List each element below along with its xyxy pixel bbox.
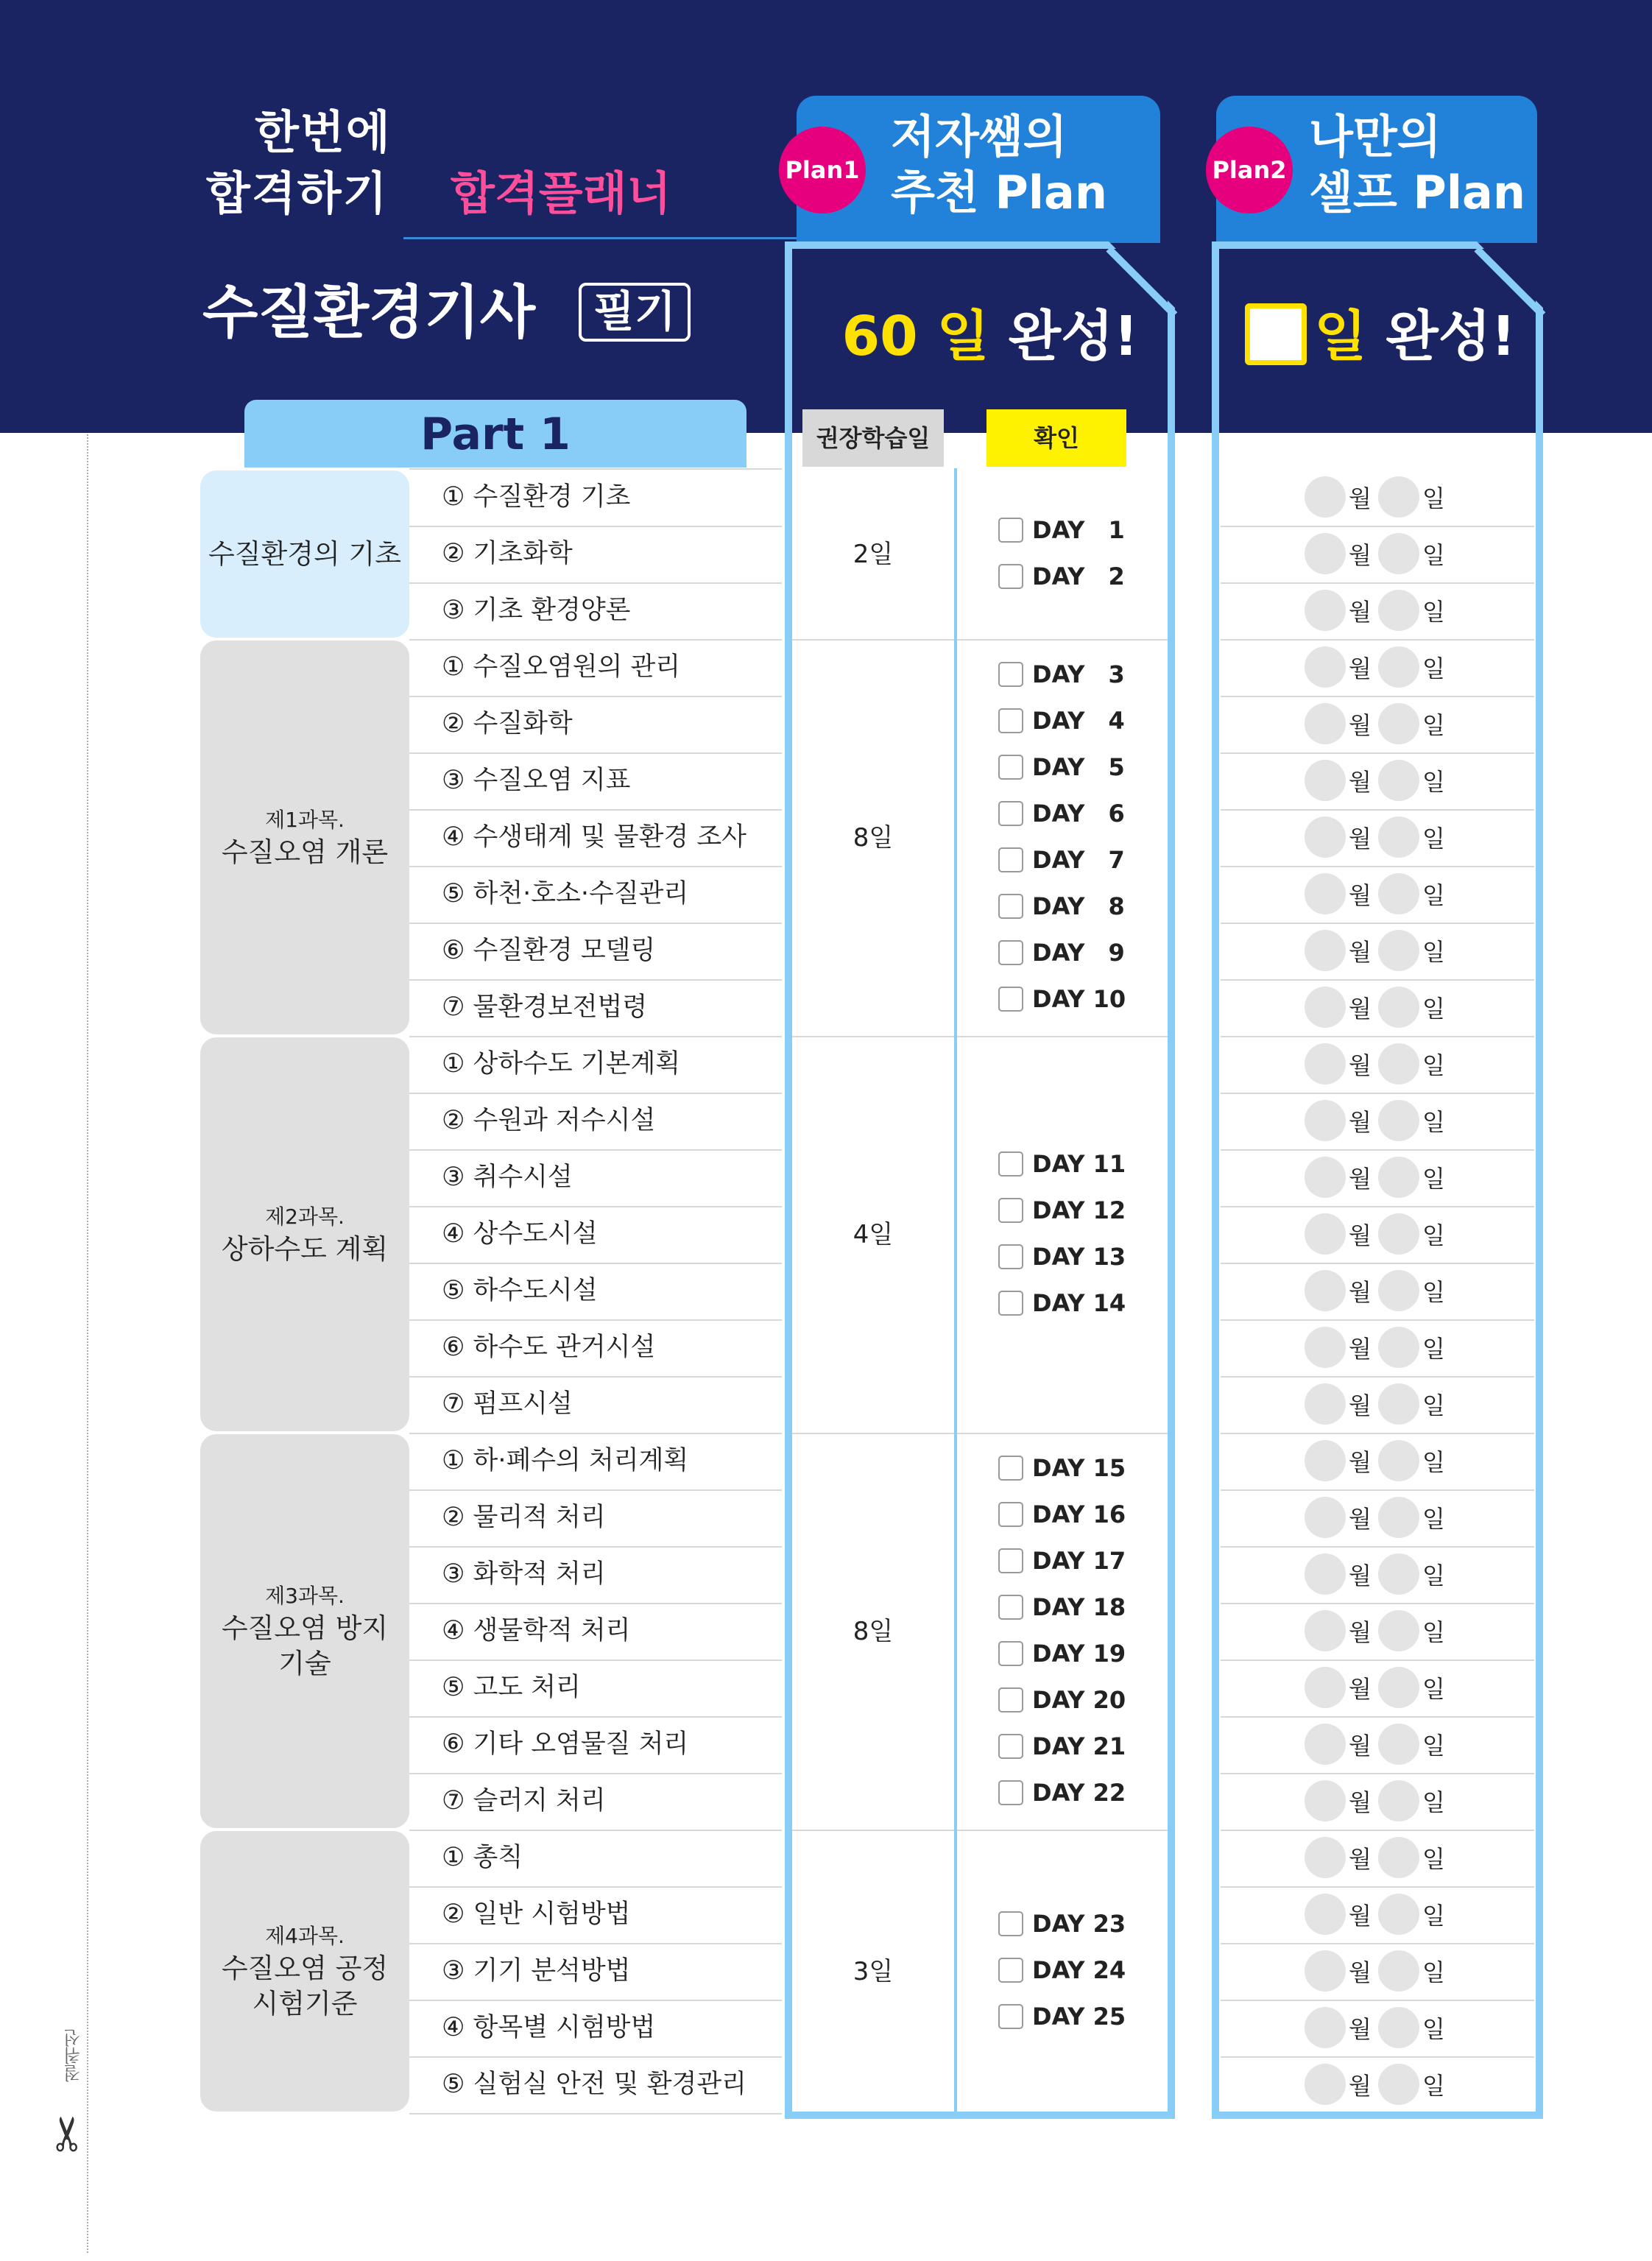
topic-item: ① 수질오염원의 관리: [442, 652, 681, 682]
day-label: DAY 1: [1032, 515, 1125, 544]
day-label: 일: [1422, 1221, 1445, 1249]
subject-name: 수질오염 개론: [221, 836, 389, 868]
title-tag: 필기: [579, 283, 691, 342]
month-label: 월: [1349, 1335, 1372, 1363]
month-label: 월: [1349, 1221, 1372, 1249]
plan1-frame: [785, 241, 1175, 2119]
page-title: 수질환경기사: [202, 280, 536, 346]
recommended-days: 2일: [853, 539, 894, 569]
month-label: 월: [1349, 995, 1372, 1023]
plan2-badge: Plan2: [1206, 127, 1293, 214]
month-label: 월: [1349, 1391, 1372, 1419]
day-label: 일: [1422, 1391, 1445, 1419]
topic-item: ③ 취수시설: [442, 1163, 573, 1192]
day-label: 일: [1422, 598, 1445, 626]
topic-item: ⑥ 수질환경 모델링: [442, 936, 656, 965]
month-label: 월: [1349, 1675, 1372, 1703]
day-label: DAY 22: [1032, 1778, 1126, 1807]
month-label: 월: [1349, 541, 1372, 569]
day-label: 일: [1422, 2072, 1445, 2100]
day-label: 일: [1422, 938, 1445, 966]
plan2-goal-number: 일: [1314, 305, 1367, 368]
plan2-frame: [1212, 241, 1543, 2119]
topic-item: ③ 화학적 처리: [442, 1559, 606, 1589]
month-label: 월: [1349, 881, 1372, 909]
subject-number: 제4과목.: [265, 1923, 345, 1948]
table-top-line: [409, 468, 782, 470]
subject-name: 수질환경의 기초: [208, 537, 401, 570]
scissors-icon: ✂: [41, 2114, 96, 2154]
day-label: DAY 24: [1032, 1956, 1126, 1984]
day-label: 일: [1422, 1108, 1445, 1136]
day-label: DAY 8: [1032, 892, 1125, 920]
month-label: 월: [1349, 2015, 1372, 2043]
month-label: 월: [1349, 1845, 1372, 1873]
subject-name: 수질오염 공정시험기준: [221, 1952, 389, 2020]
subject-cell: [200, 1831, 409, 2112]
recommended-days: 4일: [853, 1219, 894, 1249]
topic-item: ⑦ 슬러지 처리: [442, 1786, 606, 1816]
month-label: 월: [1349, 484, 1372, 512]
topic-item: ③ 기초 환경양론: [442, 596, 631, 625]
day-label: 일: [1422, 1845, 1445, 1873]
day-label: 일: [1422, 1562, 1445, 1590]
day-label: DAY 3: [1032, 660, 1125, 688]
day-label: 일: [1422, 2015, 1445, 2043]
month-label: 월: [1349, 1505, 1372, 1533]
day-label: 일: [1422, 1278, 1445, 1306]
day-label: DAY 7: [1032, 845, 1125, 874]
day-label: 일: [1422, 1958, 1445, 1986]
day-label: 일: [1422, 1675, 1445, 1703]
day-label: DAY 19: [1032, 1639, 1126, 1668]
topic-item: ① 하·폐수의 처리계획: [442, 1446, 689, 1475]
day-label: 일: [1422, 711, 1445, 739]
day-label: DAY 23: [1032, 1910, 1126, 1938]
month-label: 월: [1349, 1618, 1372, 1646]
month-label: 월: [1349, 825, 1372, 853]
topic-item: ③ 기기 분석방법: [442, 1956, 631, 1986]
month-label: 월: [1349, 1732, 1372, 1760]
month-label: 월: [1349, 598, 1372, 626]
month-label: 월: [1349, 1562, 1372, 1590]
topic-item: ② 수원과 저수시설: [442, 1106, 656, 1135]
topic-item: ① 수질환경 기초: [442, 482, 631, 512]
day-label: DAY 25: [1032, 2003, 1126, 2031]
topic-item: ⑥ 기타 오염물질 처리: [442, 1729, 689, 1759]
subject-number: 제2과목.: [265, 1204, 345, 1229]
month-label: 월: [1349, 2072, 1372, 2100]
subject-cell: [200, 1037, 409, 1431]
month-label: 월: [1349, 1448, 1372, 1476]
day-label: 일: [1422, 1505, 1445, 1533]
month-label: 월: [1349, 1108, 1372, 1136]
plan2-title-line2: 셀프 Plan: [1309, 166, 1526, 219]
topic-item: ⑤ 하수도시설: [442, 1276, 598, 1305]
recommended-days: 8일: [853, 822, 894, 853]
day-label: 일: [1422, 825, 1445, 853]
month-label: 월: [1349, 655, 1372, 682]
subject-cell: [200, 1434, 409, 1828]
day-label: DAY 13: [1032, 1242, 1126, 1271]
day-label: 일: [1422, 1165, 1445, 1193]
subject-cell: [200, 470, 409, 638]
day-label: DAY 4: [1032, 706, 1125, 735]
month-label: 월: [1349, 1051, 1372, 1079]
topic-item: ① 총칙: [442, 1843, 523, 1872]
topic-item: ⑤ 고도 처리: [442, 1673, 581, 1702]
plan1-divider: [954, 468, 957, 2114]
month-label: 월: [1349, 1788, 1372, 1816]
plan2-title-line1: 나만의: [1309, 110, 1441, 163]
day-label: DAY 15: [1032, 1453, 1126, 1482]
recommended-days: 3일: [853, 1956, 894, 1986]
topic-item: ④ 항목별 시험방법: [442, 2013, 656, 2042]
topic-item: ① 상하수도 기본계획: [442, 1049, 681, 1079]
month-label: 월: [1349, 1165, 1372, 1193]
recommended-days: 8일: [853, 1616, 894, 1646]
day-label: 일: [1422, 484, 1445, 512]
check-header: 확인: [986, 409, 1126, 467]
month-label: 월: [1349, 768, 1372, 796]
plan1-title-line2: 추천 Plan: [891, 166, 1108, 219]
topic-item: ② 수질화학: [442, 709, 573, 738]
title-underline: [403, 237, 801, 239]
day-label: 일: [1422, 995, 1445, 1023]
topic-item: ⑤ 실험실 안전 및 환경관리: [442, 2070, 746, 2099]
plan1-goal-number: 60 일: [841, 305, 989, 368]
recommended-days-header: 권장학습일: [802, 409, 944, 467]
topic-item: ⑤ 하천·호소·수질관리: [442, 879, 689, 909]
topic-item: ⑦ 물환경보전법령: [442, 992, 648, 1022]
topic-item: ④ 생물학적 처리: [442, 1616, 631, 1646]
part-label: Part 1: [420, 409, 571, 460]
day-label: DAY 21: [1032, 1732, 1126, 1760]
topic-item: ② 기초화학: [442, 539, 573, 568]
day-label: DAY 18: [1032, 1592, 1126, 1621]
plan1-title-line1: 저자쌤의: [891, 110, 1067, 163]
day-label: DAY 9: [1032, 938, 1125, 967]
day-label: DAY 14: [1032, 1288, 1126, 1317]
day-label: 일: [1422, 1051, 1445, 1079]
day-label: DAY 11: [1032, 1149, 1126, 1178]
day-label: 일: [1422, 1618, 1445, 1646]
day-label: DAY 2: [1032, 562, 1125, 590]
day-label: 일: [1422, 1448, 1445, 1476]
group-divider: [409, 2113, 782, 2114]
day-label: 일: [1422, 1335, 1445, 1363]
month-label: 월: [1349, 1278, 1372, 1306]
subject-number: 제1과목.: [265, 807, 345, 832]
topic-item: ⑥ 하수도 관거시설: [442, 1333, 656, 1362]
month-label: 월: [1349, 711, 1372, 739]
planner-label: 합격플래너: [451, 166, 671, 220]
subject-name: 상하수도 계획: [221, 1232, 389, 1265]
plan1-goal-text: 완성!: [1008, 305, 1139, 368]
day-label: DAY 12: [1032, 1196, 1126, 1224]
cut-line: [87, 434, 88, 2253]
subject-number: 제3과목.: [265, 1583, 345, 1608]
day-label: DAY 10: [1032, 984, 1126, 1013]
topic-item: ④ 상수도시설: [442, 1219, 598, 1249]
month-label: 월: [1349, 938, 1372, 966]
day-label: 일: [1422, 1788, 1445, 1816]
topic-item: ④ 수생태계 및 물환경 조사: [442, 822, 746, 852]
month-label: 월: [1349, 1902, 1372, 1930]
brand-logo-line1: 한번에: [255, 105, 392, 159]
month-label: 월: [1349, 1958, 1372, 1986]
topic-item: ② 일반 시험방법: [442, 1900, 631, 1929]
day-label: DAY 6: [1032, 799, 1125, 828]
day-label: DAY 16: [1032, 1500, 1126, 1528]
brand-logo-line2: 합격하기: [206, 166, 389, 220]
topic-item: ⑦ 펌프시설: [442, 1389, 573, 1419]
day-label: DAY 20: [1032, 1685, 1126, 1714]
day-label: 일: [1422, 881, 1445, 909]
day-label: 일: [1422, 1902, 1445, 1930]
day-label: 일: [1422, 768, 1445, 796]
topic-item: ③ 수질오염 지표: [442, 766, 631, 795]
day-label: 일: [1422, 1732, 1445, 1760]
topic-item: ② 물리적 처리: [442, 1503, 606, 1532]
cut-line-label: 절취선: [63, 2029, 84, 2082]
day-label: 일: [1422, 655, 1445, 682]
day-label: 일: [1422, 541, 1445, 569]
subject-name: 수질오염 방지기술: [221, 1612, 389, 1679]
plan1-badge: Plan1: [779, 127, 866, 214]
plan2-goal-text: 완성!: [1386, 305, 1516, 368]
subject-cell: [200, 641, 409, 1034]
day-label: DAY 17: [1032, 1546, 1126, 1575]
day-label: DAY 5: [1032, 752, 1125, 781]
